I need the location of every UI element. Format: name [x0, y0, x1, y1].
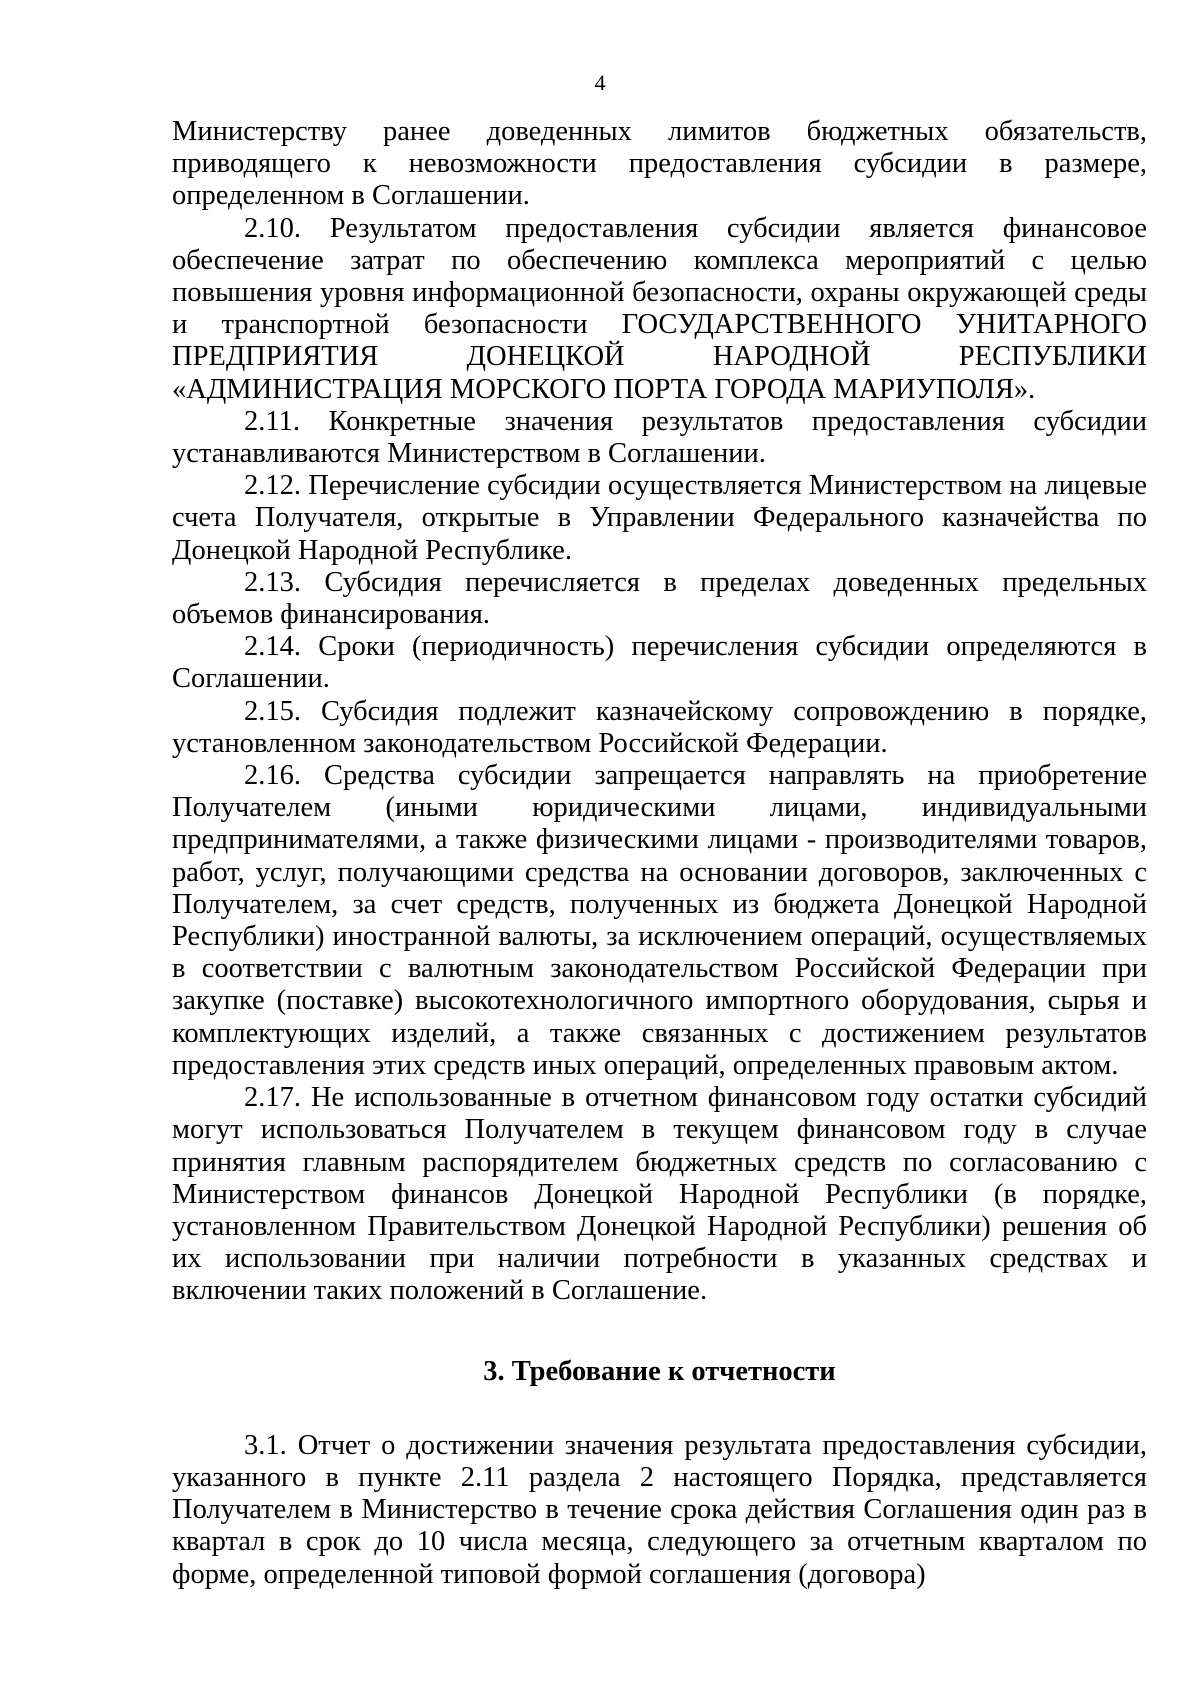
paragraph-2-16: 2.16. Средства субсидии запрещается направлять на приобретение Получателем (иными юридическими лицами, индивидуальными предпринимателями, а также физическими лицами - производителями товаров, работ, услуг, получающими средства на основании договоров, заключенных с Получателем, за счет средств, полученных из бюджета Донецкой Народной Республики) иностранной валюты, за исключением операций, осуществляемых в соответствии с валютным законодательством Российской Федерации при закупке (поставке) высокотехнологичного импортного оборудования, сырья и комплектующих изделий, а также связанных с достижением результатов предоставления этих средств иных операций, определенных правовым актом. [172, 760, 1147, 1081]
document-body [172, 116, 1147, 1591]
paragraph-2-13: 2.13. Субсидия перечисляется в пределах доведенных предельных объемов финансирования. [172, 566, 1147, 631]
paragraph-3-1: 3.1. Отчет о достижении значения результата предоставления субсидии, указанного в пункте 2.11 раздела 2 настоящего Порядка, представляется Получателем в Министерство в течение срока действия Соглашения один раз в квартал в срок до 10 числа месяца, следующего за отчетным кварталом по форме, определенной типовой формой соглашения (договора) [172, 1429, 1147, 1590]
page-number: 4 [594, 70, 606, 95]
paragraph-2-15: 2.15. Субсидия подлежит казначейскому сопровождению в порядке, установленном законодательством Российской Федерации. [172, 695, 1147, 759]
paragraph-2-10: 2.10. Результатом предоставления субсидии является финансовое обеспечение затрат по обеспечению комплекса мероприятий с целью повышения уровня информационной безопасности, охраны окружающей среды и транспортной безопасности ГОСУДАРСТВЕННОГО УНИТАРНОГО ПРЕДПРИЯТИЯ ДОНЕЦКОЙ НАРОДНОЙ РЕСПУБЛИКИ «АДМИНИСТРАЦИЯ МОРСКОГО ПОРТА ГОРОДА МАРИУПОЛЯ». [172, 212, 1147, 405]
paragraph-2-14: 2.14. Сроки (периодичность) перечисления субсидии определяются в Соглашении. [172, 631, 1147, 695]
section-heading: 3. Требование к отчетности [483, 1355, 836, 1387]
paragraph-2-17: 2.17. Не использованные в отчетном финансовом году остатки субсидий могут использоваться Получателем в текущем финансовом году в случае принятия главным распорядителем бюджетных средств по согласованию с Министерством финансов Донецкой Народной Республики (в порядке, установленном Правительством Донецкой Народной Республики) решения об их использовании при наличии потребности в указанных средствах и включении таких положений в Соглашение. [172, 1082, 1147, 1307]
paragraph-2-11: 2.11. Конкретные значения результатов предоставления субсидии устанавливаются Министерством в Соглашении. [172, 405, 1147, 470]
paragraph-continuation: Министерству ранее доведенных лимитов бюджетных обязательств, приводящего к невозможности предоставления субсидии в размере, определенном в Соглашении. [172, 116, 1147, 212]
paragraph-2-12: 2.12. Перечисление субсидии осуществляется Министерством на лицевые счета Получателя, открытые в Управлении Федерального казначейства по Донецкой Народной Республике. [172, 470, 1147, 566]
